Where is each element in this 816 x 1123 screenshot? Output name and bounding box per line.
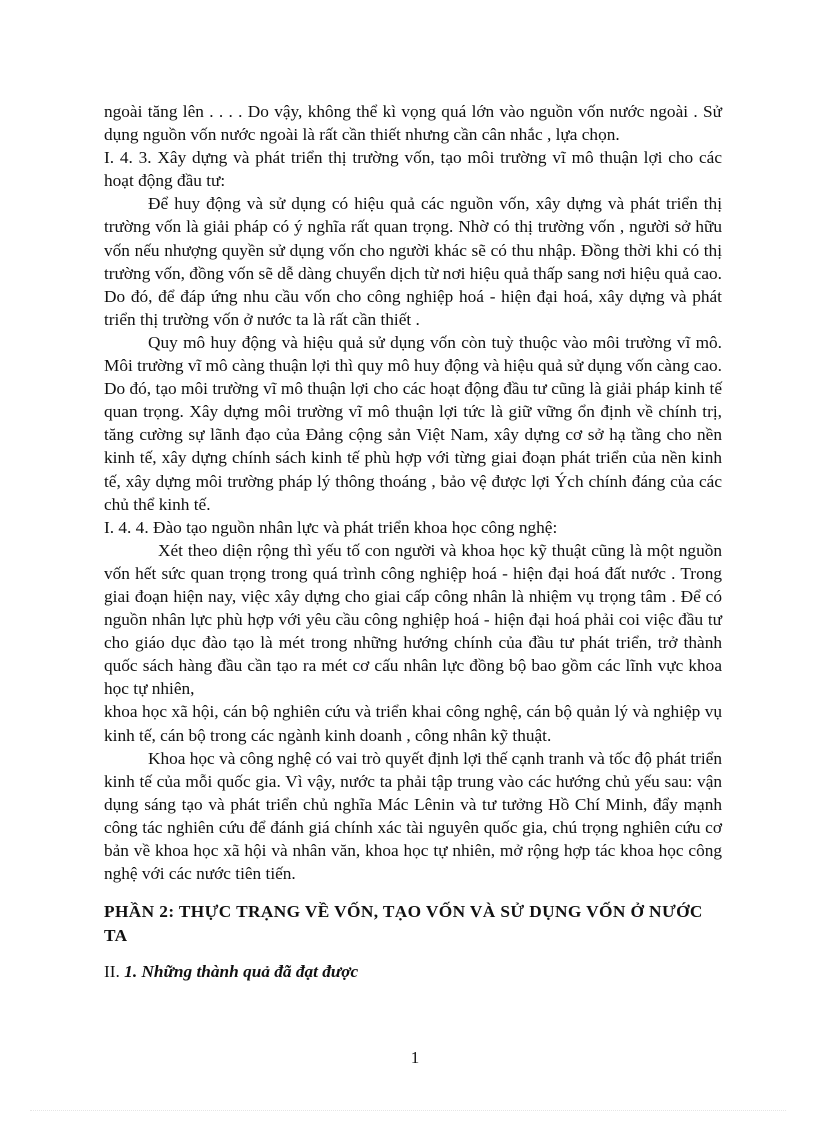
paragraph-macro-environment: Quy mô huy động và hiệu quả sử dụng vốn còn tuỳ thuộc vào môi trường vĩ mô. Môi trường vĩ mô càng thuận lợi thì quy mô huy động và hiệu quả sử dụng vốn càng cao. Do đó, tạo môi trường vĩ mô thuận lợi cho các hoạt động đầu tư cũng là giải pháp kinh tế quan trọng. Xây dựng môi trường vĩ mô thuận lợi tức là giữ vững ổn định về chính trị, tăng cường sự lãnh đạo của Đảng cộng sản Việt Nam, xây dựng cơ sở hạ tầng cho nền kinh tế, xây dựng chính sách kinh tế phù hợp với từng giai đoạn phát triển của nền kinh tế, xây dựng môi trường pháp lý thông thoáng , bảo vệ được lợi Ých chính đáng của các chủ thể kinh tế. — [104, 332, 722, 514]
paragraph-human-resources: Xét theo diện rộng thì yếu tố con người và khoa học kỹ thuật cũng là một nguồn vốn hết sức quan trọng trong quá trình công nghiệp hoá - hiện đại hoá đất nước . Trong giai đoạn hiện nay, việc xây dựng cho giai cấp công nhân là nhiệm vụ trọng tâm . Để có nguồn nhân lực phù hợp với yêu cầu công nghiệp hoá - hiện đại hoá phải coi việc đầu tư cho giáo dục đào tạo là mét trong những hướng chính của đầu tư phát triển, trở thành quốc sách hàng đầu cần tạo ra mét cơ cấu nhân lực đồng bộ bao gồm các lĩnh vực khoa học tự nhiên, — [104, 540, 722, 699]
paragraph-foreign-capital: ngoài tăng lên . . . . Do vậy, không thể kì vọng quá lớn vào nguồn vốn nước ngoài . Sử dụng nguồn vốn nước ngoài là rất cần thiết nhưng cần cân nhắc , lựa chọn. — [104, 102, 722, 145]
section-heading: PHẦN 2: THỰC TRẠNG VỀ VỐN, TẠO VỐN VÀ SỬ DỤNG VỐN Ở NƯỚC TA — [104, 902, 703, 945]
page-number: 1 — [410, 1048, 420, 1067]
paragraph-capital-market: Để huy động và sử dụng có hiệu quả các nguồn vốn, xây dựng và phát triển thị trường vốn là giải pháp có ý nghĩa rất quan trọng. Nhờ có thị trường vốn , người sở hữu vốn nếu nhượng quyền sử dụng vốn cho người khác sẽ có thu nhập. Đồng thời khi có thị trường vốn, đồng vốn sẽ dễ dàng chuyển dịch từ nơi hiệu quả thấp sang nơi hiệu quả cao. Do đó, để đáp ứng nhu cầu vốn cho công nghiệp hoá - hiện đại hoá, xây dựng và phát triển thị trường vốn ở nước ta là rất cần thiết . — [104, 194, 722, 329]
heading-i-4-3: I. 4. 3. Xây dựng và phát triển thị trường vốn, tạo môi trường vĩ mô thuận lợi cho các hoạt động đầu tư: — [104, 148, 722, 191]
paragraph-science-technology: Khoa học và công nghệ có vai trò quyết định lợi thế cạnh tranh và tốc độ phát triển kinh tế của mỗi quốc gia. Vì vậy, nước ta phải tập trung vào các hướng chủ yếu sau: vận dụng sáng tạo và phát triển chủ nghĩa Mác Lênin và tư tưởng Hồ Chí Minh, đẩy mạnh công tác nghiên cứu để đánh giá chính xác tài nguyên quốc gia, chú trọng nghiên cứu cơ bản về khoa học xã hội và nhân văn, khoa học tự nhiên, mở rộng hợp tác khoa học công nghệ với các nước tiên tiến. — [104, 748, 722, 884]
subsection-number: II. — [104, 962, 120, 981]
paragraph-human-resources-cont: khoa học xã hội, cán bộ nghiên cứu và triển khai công nghệ, cán bộ quản lý và nghiệp vụ kinh tế, cán bộ trong các ngành kinh doanh , công nhân kỹ thuật. — [104, 702, 722, 745]
page-edge-divider — [30, 1110, 786, 1111]
subsection-title: 1. Những thành quả đã đạt được — [124, 962, 359, 981]
heading-i-4-4: I. 4. 4. Đào tạo nguồn nhân lực và phát triển khoa học công nghệ: — [104, 517, 558, 537]
subsection-heading — [104, 960, 722, 984]
body-text — [104, 100, 722, 885]
